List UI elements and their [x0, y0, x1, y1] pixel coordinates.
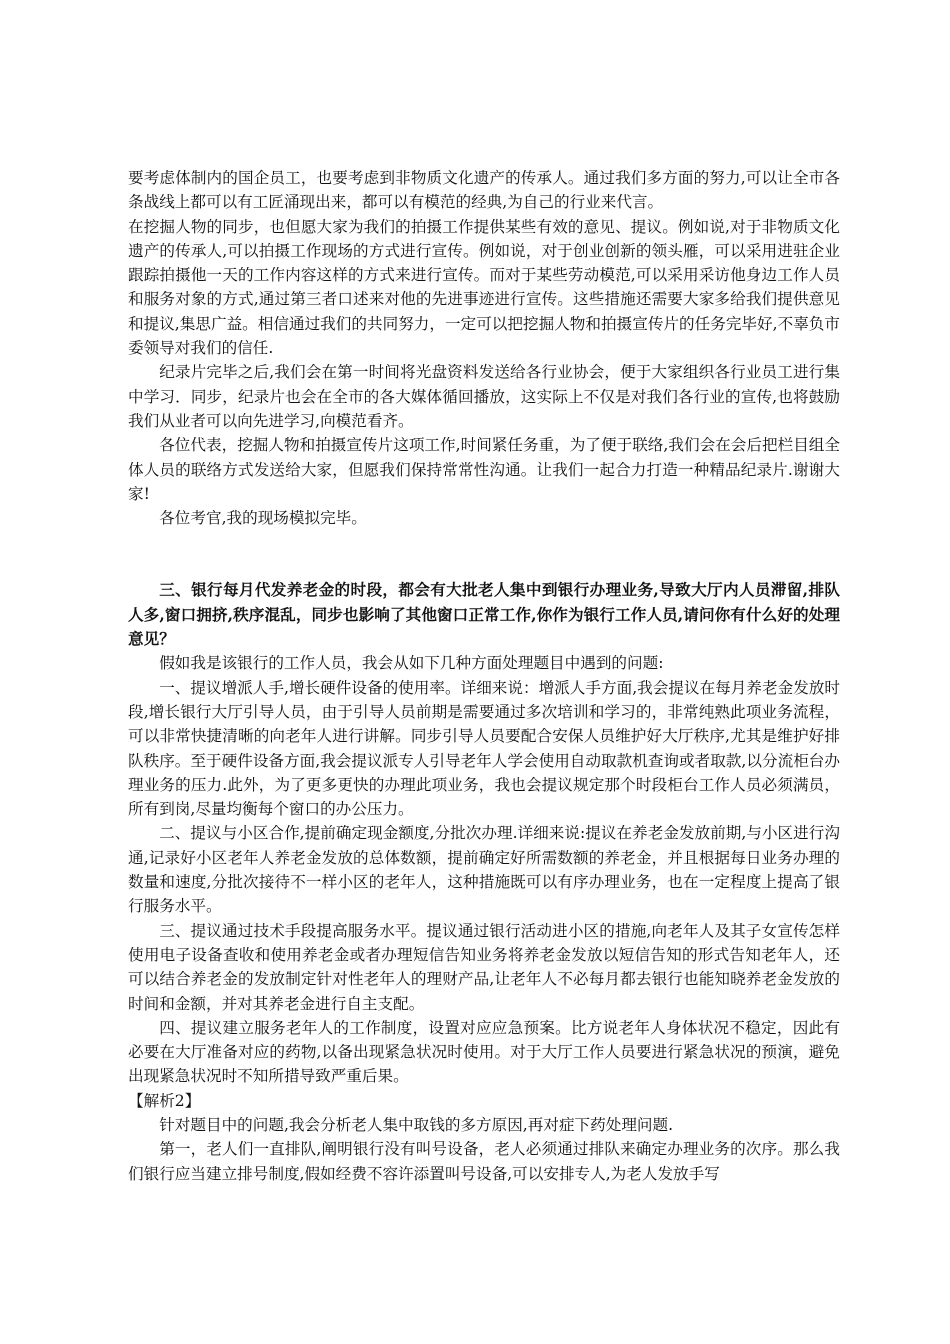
answer-paragraph: 四、提议建立服务老年人的工作制度，设置对应应急预案。比方说老年人身体状况不稳定，因此有必要在大厅准备对应的药物,以备出现紧急状况时使用。对于大厅工作人员要进行紧急状况的预演，避免出现紧急状况时不知所措导致严重后果。: [128, 1018, 840, 1086]
answer-paragraph: 三、提议通过技术手段提高服务水平。提议通过银行活动进小区的措施,向老年人及其子女宣传怎样使用电子设备查收和使用养老金或者办理短信告知业务将养老金发放以短信告知的形式告知老年人，还可以结合养老金的发放制定针对性老年人的理财产品,让老年人不必每月都去银行也能知晓养老金发放的时间和金额，并对其养老金进行自主支配。: [128, 921, 840, 1013]
paragraph: 各位考官,我的现场模拟完毕。: [159, 509, 367, 528]
answer-paragraph: 二、提议与小区合作,提前确定现金额度,分批次办理.详细来说:提议在养老金发放前期,与小区进行沟通,记录好小区老年人养老金发放的总体数额，提前确定好所需数额的养老金，并且根据每日业务办理的数量和速度,分批次接待不一样小区的老年人，这种措施既可以有序办理业务，也在一定程度上提高了银行服务水平。: [128, 824, 840, 916]
analysis-paragraph: 针对题目中的问题,我会分析老人集中取钱的多方原因,再对症下药处理问题.: [159, 1115, 674, 1134]
question-heading: 三、银行每月代发养老金的时段，都会有大批老人集中到银行办理业务,导致大厅内人员滞留,排队人多,窗口拥挤,秩序混乱，同步也影响了其他窗口正常工作,你作为银行工作人员,请问你有什么好的处理意见？: [128, 580, 840, 649]
paragraph: 在挖掘人物的同步，也但愿大家为我们的拍摄工作提供某些有效的意见、提议。例如说,对于非物质文化遗产的传承人,可以拍摄工作现场的方式进行宣传。例如说，对于创业创新的领头雁，可以采用进驻企业跟踪拍摄他一天的工作内容这样的方式来进行宣传。而对于某些劳动模范,可以采用采访他身边工作人员和服务对象的方式,通过第三者口述来对他的先进事迹进行宣传。这些措施还需要大家多给我们提供意见和提议,集思广益。相信通过我们的共同努力，一定可以把挖掘人物和拍摄宣传片的任务完毕好,不辜负市委领导对我们的信任.: [128, 217, 840, 358]
analysis-paragraph: 第一，老人们一直排队,阐明银行没有叫号设备，老人必须通过排队来确定办理业务的次序。那么我们银行应当建立排号制度,假如经费不容许添置叫号设备,可以安排专人,为老人发放手写: [128, 1140, 840, 1183]
paragraph: 各位代表，挖掘人物和拍摄宣传片这项工作,时间紧任务重，为了便于联络,我们会在会后把栏目组全体人员的联络方式发送给大家，但愿我们保持常常性沟通。让我们一起合力打造一种精品纪录片.谢谢大家!: [128, 436, 840, 503]
analysis-tag: 【解析2】: [128, 1091, 201, 1110]
paragraph: 要考虑体制内的国企员工，也要考虑到非物质文化遗产的传承人。通过我们多方面的努力,可以让全市各条战线上都可以有工匠涌现出来，都可以有模范的经典,为自己的行业来代言。: [128, 169, 840, 212]
answer-paragraph: 假如我是该银行的工作人员，我会从如下几种方面处理题目中遇到的问题:: [159, 654, 664, 673]
answer-paragraph: 一、提议增派人手,增长硬件设备的使用率。详细来说：增派人手方面,我会提议在每月养老金发放时段,增长银行大厅引导人员，由于引导人员前期是需要通过多次培训和学习的，非常纯熟此项业务流程，可以非常快捷清晰的向老年人进行讲解。同步引导人员要配合安保人员维护好大厅秩序,尤其是维护好排队秩序。至于硬件设备方面,我会提议派专人引导老年人学会使用自动取款机查询或者取款,以分流柜台办理业务的压力.此外，为了更多更快的办理此项业务，我也会提议规定那个时段柜台工作人员必须满员，所有到岗,尽量均衡每个窗口的办公压力。: [128, 678, 840, 819]
paragraph: 纪录片完毕之后,我们会在第一时间将光盘资料发送给各行业协会，便于大家组织各行业员工进行集中学习．同步，纪录片也会在全市的各大媒体循回播放，这实际上不仅是对我们各行业的宣传,也将鼓励我们从业者可以向先进学习,向模范看齐。: [128, 363, 840, 430]
document-page: [128, 166, 840, 1186]
